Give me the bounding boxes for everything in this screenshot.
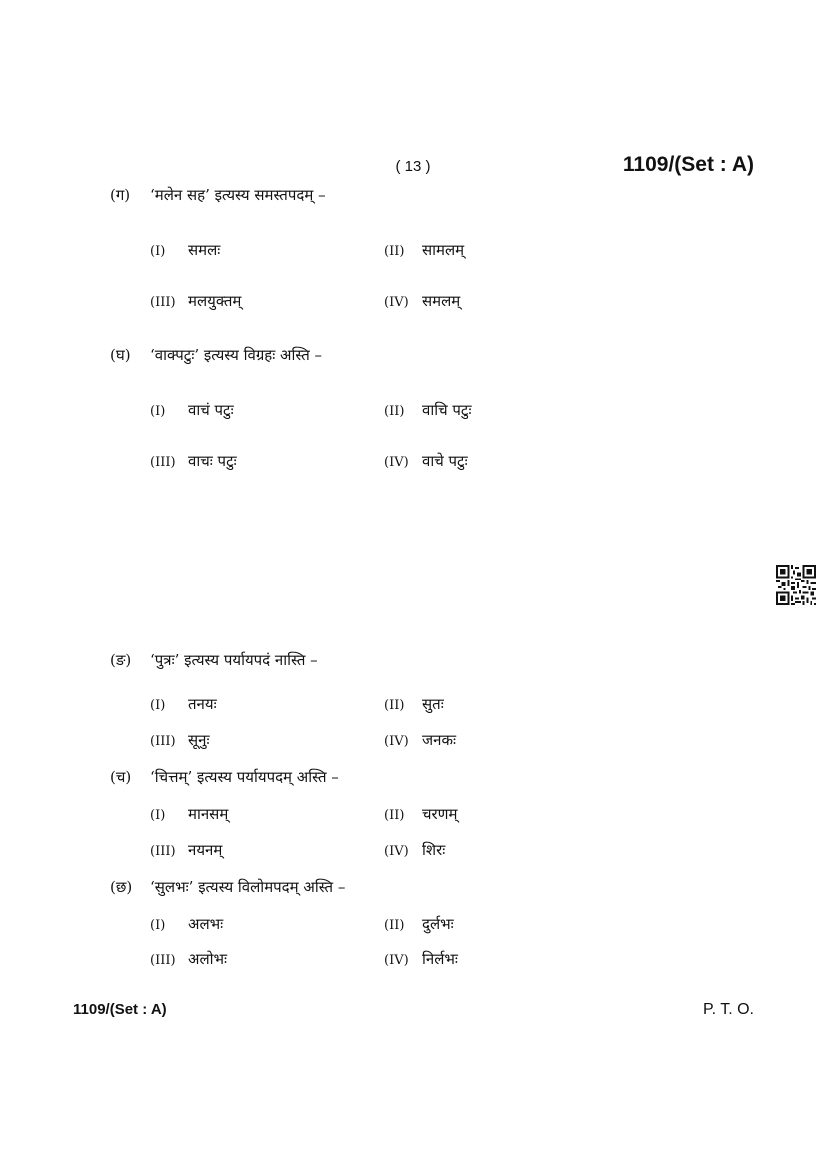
page-number: ( 13 ) (395, 158, 431, 175)
question-ga (110, 185, 326, 205)
question-text: ‘मलेन सह’ इत्यस्य समस्तपदम् – (150, 186, 326, 204)
option-item (384, 694, 444, 714)
question-nga (110, 650, 318, 670)
option-number: (I) (150, 244, 166, 259)
option-item (150, 840, 222, 860)
question-text: ‘पुत्रः’ इत्यस्य पर्यायपदं नास्ति – (150, 651, 318, 669)
option-item (384, 240, 464, 260)
option-text: अलभः (188, 915, 224, 933)
option-number: (I) (150, 698, 166, 713)
question-gha (110, 345, 322, 365)
option-item (150, 949, 227, 969)
option-text: मानसम् (188, 805, 229, 823)
option-number: (II) (384, 918, 405, 933)
question-marker: (च) (110, 768, 132, 786)
option-number: (I) (150, 404, 166, 419)
option-number: (III) (150, 455, 176, 470)
option-item (384, 451, 468, 471)
question-chha (110, 877, 345, 897)
set-code-header: 1109/(Set : A) (622, 153, 754, 176)
option-item (150, 730, 210, 750)
option-item (384, 914, 454, 934)
option-item (384, 804, 457, 824)
question-text: ‘चित्तम्’ इत्यस्य पर्यायपदम् अस्ति – (150, 768, 339, 786)
qr-code (776, 565, 816, 605)
option-item (384, 949, 458, 969)
question-marker: (ङ) (110, 651, 132, 669)
option-text: निर्लभः (422, 950, 458, 968)
option-number: (IV) (384, 844, 409, 859)
option-text: वाचं पटुः (188, 401, 234, 419)
option-text: तनयः (188, 695, 217, 713)
option-text: समलम् (422, 292, 461, 310)
option-text: जनकः (422, 731, 457, 749)
option-number: (IV) (384, 295, 409, 310)
option-item (384, 291, 460, 311)
option-text: सुतः (422, 695, 444, 713)
option-text: समलः (188, 241, 221, 259)
option-number: (IV) (384, 734, 409, 749)
option-item (150, 291, 241, 311)
option-text: वाचः पटुः (188, 452, 237, 470)
option-number: (IV) (384, 455, 409, 470)
option-item (150, 240, 220, 260)
option-item (384, 400, 472, 420)
question-text: ‘सुलभः’ इत्यस्य विलोमपदम् अस्ति – (150, 878, 346, 896)
option-item (384, 730, 456, 750)
option-number: (II) (384, 698, 405, 713)
option-number: (II) (384, 808, 405, 823)
option-text: वाचि पटुः (422, 401, 472, 419)
question-cha (110, 767, 339, 787)
option-text: अलोभः (188, 950, 228, 968)
question-marker: (ग) (110, 186, 131, 204)
footer-set-code: 1109/(Set : A) (73, 1001, 167, 1018)
option-text: दुर्लभः (422, 915, 454, 933)
footer-pto: P. T. O. (703, 1001, 754, 1018)
option-number: (I) (150, 918, 166, 933)
option-text: सूनुः (188, 731, 210, 749)
option-text: वाचे पटुः (422, 452, 468, 470)
option-number: (IV) (384, 953, 409, 968)
option-number: (II) (384, 404, 405, 419)
question-marker: (घ) (110, 346, 131, 364)
option-text: सामलम् (422, 241, 465, 259)
option-number: (III) (150, 844, 176, 859)
option-number: (I) (150, 808, 166, 823)
option-number: (III) (150, 734, 176, 749)
option-number: (II) (384, 244, 405, 259)
option-text: मलयुक्तम् (188, 292, 242, 310)
option-item (150, 914, 223, 934)
option-text: नयनम् (188, 841, 223, 859)
option-item (150, 804, 228, 824)
option-item (150, 694, 217, 714)
option-number: (III) (150, 953, 176, 968)
option-item (150, 451, 237, 471)
option-item (384, 840, 445, 860)
option-item (150, 400, 234, 420)
question-text: ‘वाक्पटुः’ इत्यस्य विग्रहः अस्ति – (150, 346, 323, 364)
question-marker: (छ) (110, 878, 133, 896)
option-text: शिरः (422, 841, 446, 859)
option-text: चरणम् (422, 805, 458, 823)
option-number: (III) (150, 295, 176, 310)
